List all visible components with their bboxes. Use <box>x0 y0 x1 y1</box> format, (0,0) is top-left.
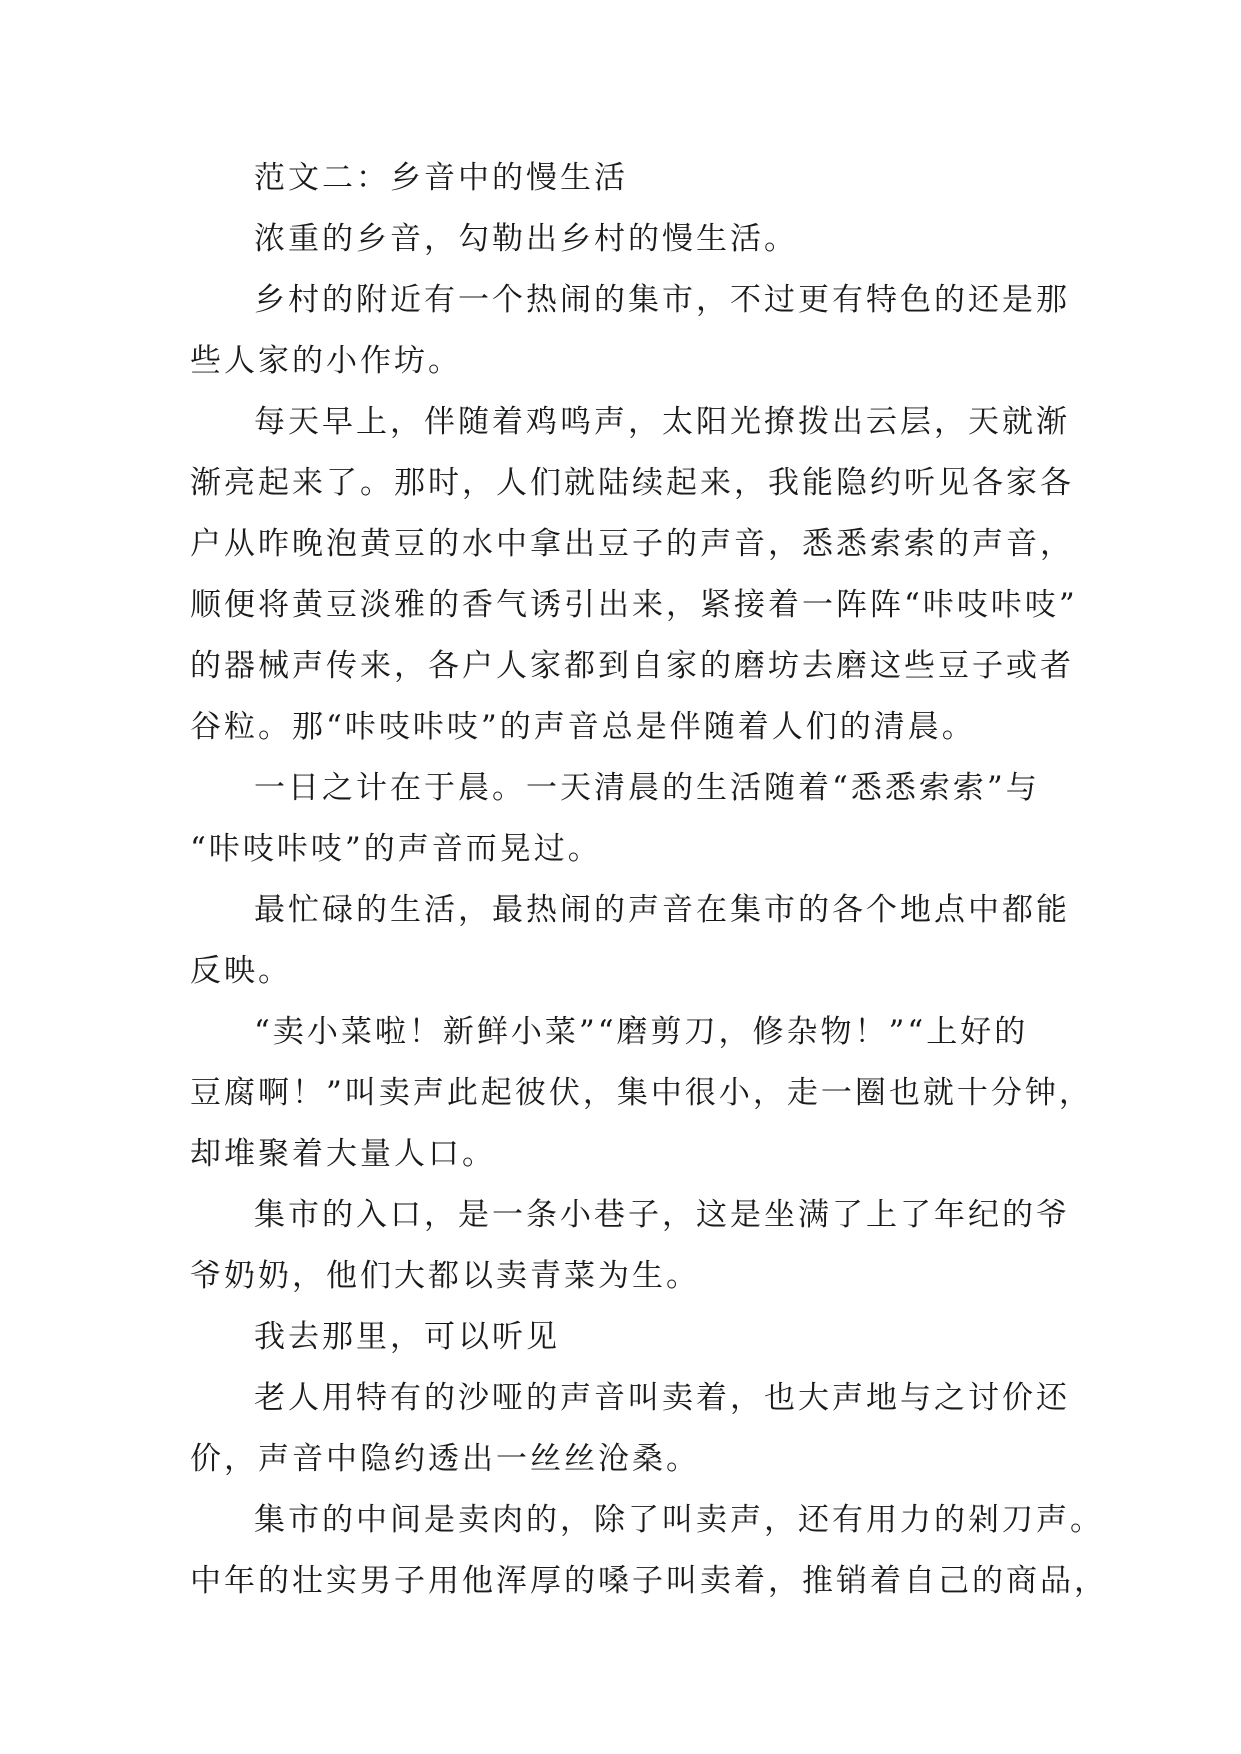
document-body <box>190 148 1108 1612</box>
text-line: 豆腐啊！”叫卖声此起彼伏，集中很小，走一圈也就十分钟， <box>190 1075 1093 1111</box>
text-line: 一日之计在于晨。一天清晨的生活随着“悉悉索索”与 <box>254 770 1040 806</box>
text-line: “咔吱咔吱”的声音而晃过。 <box>190 831 602 867</box>
text-line: 户从昨晚泡黄豆的水中拿出豆子的声音，悉悉索索的声音， <box>190 526 1074 562</box>
text-line: 的器械声传来，各户人家都到自家的磨坊去磨这些豆子或者 <box>190 648 1074 684</box>
text-line: 乡村的附近有一个热闹的集市，不过更有特色的还是那 <box>254 282 1070 318</box>
text-line: 爷奶奶，他们大都以卖青菜为生。 <box>190 1258 700 1294</box>
text-line: 最忙碌的生活，最热闹的声音在集市的各个地点中都能 <box>254 892 1070 928</box>
text-line: 价，声音中隐约透出一丝丝沧桑。 <box>190 1441 700 1477</box>
text-line: 每天早上，伴随着鸡鸣声，太阳光撩拨出云层，天就渐 <box>254 404 1070 440</box>
text-line: 顺便将黄豆淡雅的香气诱引出来，紧接着一阵阵“咔吱咔吱” <box>190 587 1078 623</box>
text-line: 集市的中间是卖肉的，除了叫卖声，还有用力的剁刀声。 <box>254 1502 1104 1538</box>
text-line: 反映。 <box>190 953 292 989</box>
text-line: 我去那里，可以听见 <box>254 1319 560 1355</box>
text-line: 浓重的乡音，勾勒出乡村的慢生活。 <box>254 221 798 257</box>
text-line: 却堆聚着大量人口。 <box>190 1136 496 1172</box>
text-line: 集市的入口，是一条小巷子，这是坐满了上了年纪的爷 <box>254 1197 1070 1233</box>
text-line: 中年的壮实男子用他浑厚的嗓子叫卖着，推销着自己的商品， <box>190 1563 1108 1599</box>
text-line: 谷粒。那“咔吱咔吱”的声音总是伴随着人们的清晨。 <box>190 709 976 745</box>
essay-title: 范文二：乡音中的慢生活 <box>254 160 628 196</box>
text-line: 渐亮起来了。那时，人们就陆续起来，我能隐约听见各家各 <box>190 465 1074 501</box>
text-line: 些人家的小作坊。 <box>190 343 462 379</box>
text-line: 老人用特有的沙哑的声音叫卖着，也大声地与之讨价还 <box>254 1380 1070 1416</box>
text-line: “卖小菜啦！新鲜小菜”“磨剪刀，修杂物！”“上好的 <box>254 1014 1029 1050</box>
